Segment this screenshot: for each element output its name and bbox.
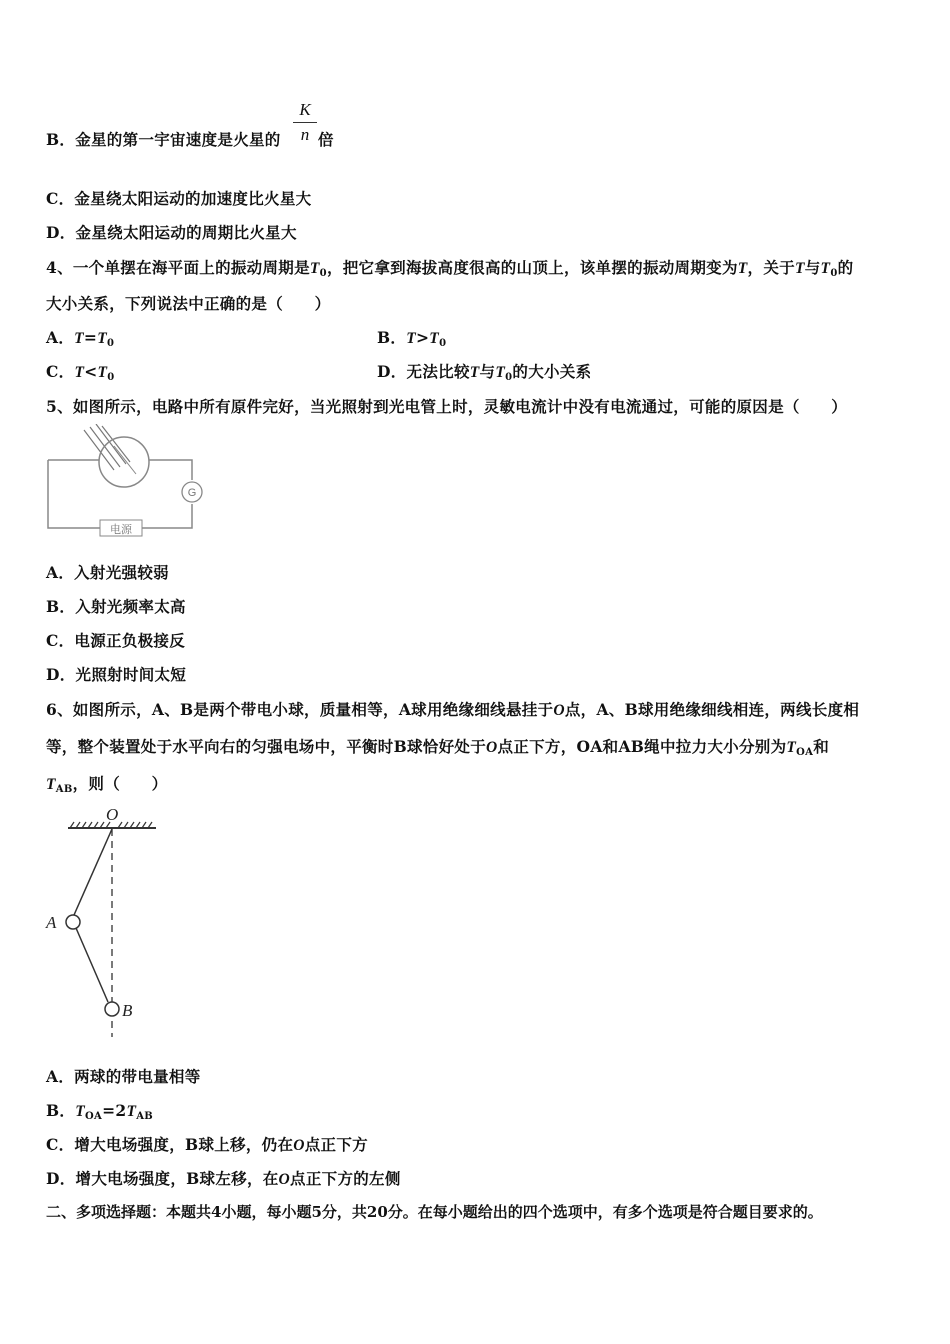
ball-b-label: B bbox=[122, 1001, 133, 1020]
point-o-label: O bbox=[106, 805, 119, 824]
light-rays bbox=[84, 424, 130, 470]
section2-heading: 二、多项选择题：本题共4小题，每小题5分，共20分。在每小题给出的四个选项中，有多个选项是符合题目要求的。 bbox=[46, 1203, 823, 1221]
q5-option-b: B．入射光频率太高 bbox=[46, 597, 186, 616]
q6-stem-line2: 等，整个装置处于水平向右的匀强电场中，平衡时B球恰好处于O点正下方，OA和AB绳中拉力大小分别为$T_{OA}$和 bbox=[46, 737, 830, 758]
q3-option-b-fraction: K n bbox=[293, 100, 317, 145]
ball-a-label: A bbox=[46, 913, 57, 932]
q4-option-d: D．无法比较T与$T_0$的大小关系 bbox=[377, 362, 592, 383]
q5-option-a: A．入射光强较弱 bbox=[46, 563, 169, 582]
q3-option-b-suffix: 倍 bbox=[318, 130, 334, 149]
ball-b bbox=[105, 1002, 119, 1016]
q3-option-b: B．金星的第一宇宙速度是火星的 bbox=[46, 130, 281, 149]
q3-option-d: D．金星绕太阳运动的周期比火星大 bbox=[46, 223, 297, 242]
q5-option-c: C．电源正负极接反 bbox=[46, 631, 186, 650]
galvanometer-label: G bbox=[187, 487, 197, 499]
q4-option-a: A．$T=T_0$ bbox=[46, 328, 115, 349]
q4-stem-line2: 大小关系，下列说法中正确的是（ ） bbox=[46, 294, 331, 313]
circuit-wire bbox=[48, 460, 192, 528]
q4-option-c: C．$T<T_0$ bbox=[46, 362, 115, 383]
string-oa bbox=[74, 829, 112, 915]
q6-option-a: A．两球的带电量相等 bbox=[46, 1067, 201, 1086]
power-source-label: 电源 bbox=[110, 523, 132, 536]
q6-option-b: B．$T_{OA}=2T_{AB}$ bbox=[46, 1101, 154, 1122]
q5-stem: 5、如图所示，电路中所有原件完好，当光照射到光电管上时，灵敏电流计中没有电流通过，可能的原因是（ ） bbox=[46, 397, 848, 416]
string-ab bbox=[76, 928, 108, 1002]
q6-stem-line3: $T_{AB}$，则（ ） bbox=[46, 774, 168, 795]
q5-option-d: D．光照射时间太短 bbox=[46, 665, 187, 684]
q6-option-c: C．增大电场强度，B球上移，仍在O点正下方 bbox=[46, 1135, 368, 1154]
q6-option-d: D．增大电场强度，B球左移，在O点正下方的左侧 bbox=[46, 1169, 401, 1188]
ball-a bbox=[66, 915, 80, 929]
q3-option-c: C．金星绕太阳运动的加速度比火星大 bbox=[46, 189, 312, 208]
q6-pendulum-figure bbox=[42, 802, 172, 1042]
q4-stem-line1: 4、一个单摆在海平面上的振动周期是$T_0$，把它拿到海拔高度很高的山顶上，该单摆的振动周期变为T，关于T与$T_0$的 bbox=[46, 258, 854, 279]
q6-stem-line1: 6、如图所示，A、B是两个带电小球，质量相等，A球用绝缘细线悬挂于O点，A、B球用绝缘细线相连，两线长度相 bbox=[46, 700, 860, 719]
q4-option-b: B．$T>T_0$ bbox=[377, 328, 447, 349]
q5-circuit-figure bbox=[44, 424, 214, 538]
